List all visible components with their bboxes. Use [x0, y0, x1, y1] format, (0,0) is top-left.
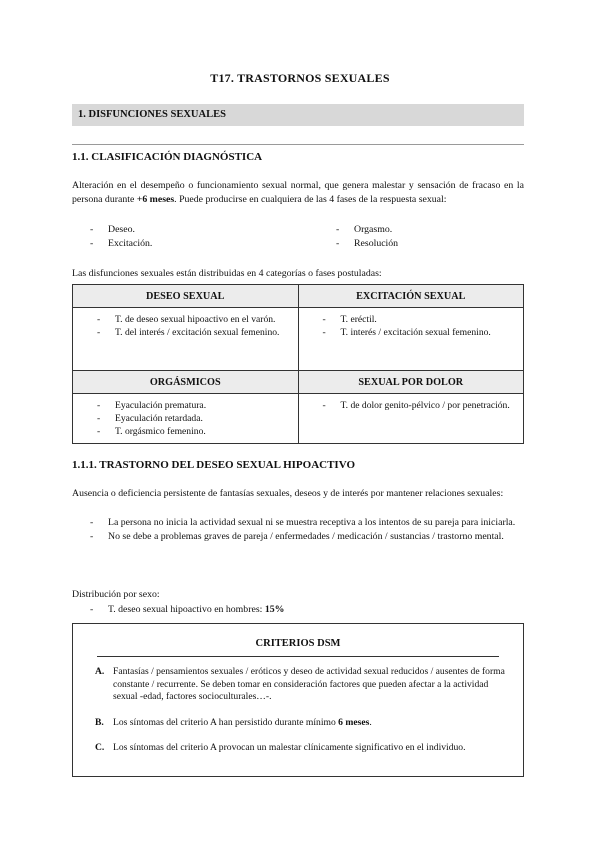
phases-right-list: [336, 223, 516, 251]
list-item: - No se debe a problemas graves de pareja / enfermedades / medicación / sustancias / trastorno mental.: [90, 531, 504, 542]
hipoactivo-bullets: [90, 516, 524, 544]
list-item: - T. deseo sexual hipoactivo en hombres: 15%: [90, 604, 285, 615]
hipoactivo-paragraph: Ausencia o deficiencia persistente de fantasías sexuales, deseos y de interés por mantener relaciones sexuales:: [72, 488, 504, 499]
heading-hipoactivo: 1.1.1. TRASTORNO DEL DESEO SEXUAL HIPOACTIVO: [72, 459, 355, 471]
table-cell-deseo: [73, 308, 299, 371]
dsm-criteria-box: [72, 623, 524, 777]
table-header-dolor: SEXUAL POR DOLOR: [298, 371, 524, 394]
list-item: - Deseo.: [90, 224, 135, 235]
criterion-letter: C.: [95, 742, 105, 753]
heading-clasificacion: 1.1. CLASIFICACIÓN DIAGNÓSTICA: [72, 151, 263, 163]
list-item: - Eyaculación retardada.: [97, 413, 203, 424]
intro-paragraph: [72, 179, 524, 207]
list-item: - T. interés / excitación sexual femenino.: [322, 327, 491, 338]
dsm-divider: [97, 656, 499, 657]
table-cell-excitacion: [298, 308, 524, 371]
list-item: - Eyaculación prematura.: [97, 400, 207, 411]
criterion-text: Fantasías / pensamientos sexuales / eróticos y deseo de actividad sexual reducidos / ausentes de forma constante / recurrente. Se deben tomar en consideración factores que pueden afectar a la actividad sexual -edad, factores socioculturales…-.: [113, 666, 505, 702]
list-item: - Resolución: [336, 238, 399, 249]
criterion-text: Los síntomas del criterio A han persistido durante mínimo 6 meses.: [113, 717, 372, 728]
intro-bold: +6 meses: [136, 194, 175, 205]
section-title: 1. DISFUNCIONES SEXUALES: [78, 109, 226, 120]
distribution-list: [90, 603, 490, 617]
criterion-letter: A.: [95, 666, 105, 677]
list-item: - La persona no inicia la actividad sexual ni se muestra receptiva a los intentos de su pareja para iniciarla.: [90, 517, 516, 528]
intro-text-b: . Puede producirse en cualquiera de las 4 fases de la respuesta sexual:: [174, 194, 447, 205]
criterion-c: [95, 742, 505, 755]
list-item: - T. eréctil.: [322, 314, 377, 325]
criterion-letter: B.: [95, 717, 104, 728]
table-header-deseo: DESEO SEXUAL: [73, 285, 299, 308]
table-header-excitacion: EXCITACIÓN SEXUAL: [298, 285, 524, 308]
phases-left-list: [90, 223, 290, 251]
table-header-orgasmicos: ORGÁSMICOS: [73, 371, 299, 394]
list-item: - T. del interés / excitación sexual femenino.: [97, 327, 280, 338]
list-item: - Excitación.: [90, 238, 153, 249]
criterion-text: Los síntomas del criterio A provocan un malestar clínicamente significativo en el individuo.: [113, 742, 466, 753]
list-item: - Orgasmo.: [336, 224, 393, 235]
list-item: - T. de deseo sexual hipoactivo en el varón.: [97, 314, 276, 325]
section-header-disfunciones: [72, 104, 524, 126]
page-title: T17. TRASTORNOS SEXUALES: [210, 71, 390, 85]
dsm-title: CRITERIOS DSM: [255, 638, 341, 649]
table-cell-dolor: [298, 394, 524, 444]
distribution-label: Distribución por sexo:: [72, 589, 160, 600]
divider: [72, 144, 524, 145]
list-item: - T. orgásmico femenino.: [97, 426, 206, 437]
table-intro: Las disfunciones sexuales están distribuidas en 4 categorías o fases postuladas:: [72, 268, 382, 279]
categories-table: [72, 284, 524, 444]
intro-text-a: Alteración en el desempeño o funcionamiento sexual normal, que genera malestar y sensación de fracaso en la persona durante: [72, 180, 524, 205]
criterion-b: [95, 717, 505, 730]
criterion-a: [95, 666, 505, 704]
table-cell-orgasmicos: [73, 394, 299, 444]
list-item: - T. de dolor genito-pélvico / por penetración.: [322, 400, 510, 411]
